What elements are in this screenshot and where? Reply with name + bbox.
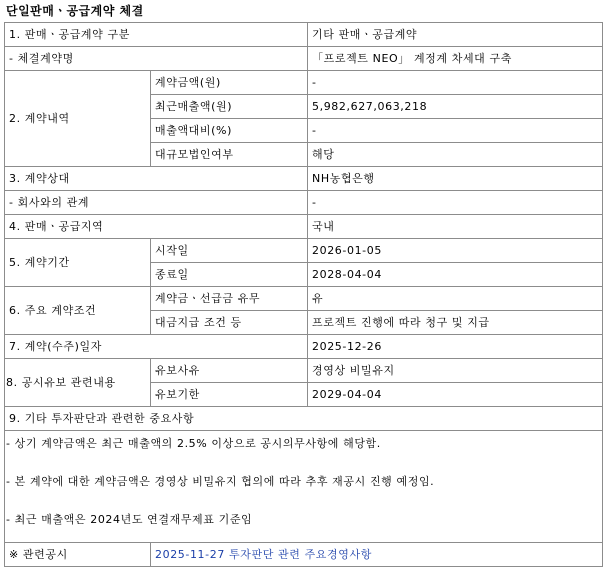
sub-label: 유보사유 (151, 359, 308, 383)
related-disclosure-label: ※ 관련공시 (5, 543, 151, 567)
row-label: 9. 기타 투자판단과 관련한 중요사항 (5, 407, 603, 431)
sub-label: 최근매출액(원) (151, 95, 308, 119)
row-value: 2028-04-04 (308, 263, 603, 287)
table-row (5, 47, 603, 71)
table-row (5, 431, 603, 543)
sub-label: 유보기한 (151, 383, 308, 407)
row-value: 기타 판매ㆍ공급계약 (308, 23, 603, 47)
sub-label: 대금지급 조건 등 (151, 311, 308, 335)
row-value: - (308, 191, 603, 215)
row-value: 5,982,627,063,218 (308, 95, 603, 119)
row-label: 8. 공시유보 관련내용 (5, 359, 151, 407)
row-label: 3. 계약상대 (5, 167, 308, 191)
important-notes: - 상기 계약금액은 최근 매출액의 2.5% 이상으로 공시의무사항에 해당함. - 본 계약에 대한 계약금액은 경영상 비밀유지 협의에 따라 추후 재공시 진행 예정임. - 최근 매출액은 2024년도 연결재무제표 기준임 (5, 431, 603, 543)
sub-label: 종료일 (151, 263, 308, 287)
sub-label: 계약금ㆍ선급금 유무 (151, 287, 308, 311)
row-value: 유 (308, 287, 603, 311)
row-value: 2029-04-04 (308, 383, 603, 407)
table-row (5, 543, 603, 567)
related-disclosure-link[interactable]: 2025-11-27 투자판단 관련 주요경영사항 (155, 547, 372, 561)
sub-label: 시작일 (151, 239, 308, 263)
row-value: 해당 (308, 143, 603, 167)
table-row (5, 407, 603, 431)
row-value: NH농협은행 (308, 167, 603, 191)
table-row (5, 23, 603, 47)
sub-label: 대규모법인여부 (151, 143, 308, 167)
row-value: 경영상 비밀유지 (308, 359, 603, 383)
table-row (5, 191, 603, 215)
row-label: 5. 계약기간 (5, 239, 151, 287)
row-label: - 회사와의 관계 (5, 191, 308, 215)
row-value: 국내 (308, 215, 603, 239)
table-row (5, 71, 603, 95)
table-row (5, 167, 603, 191)
row-value: 「프로젝트 NEO」 계정계 차세대 구축 (308, 47, 603, 71)
row-label: 7. 계약(수주)일자 (5, 335, 308, 359)
row-value: 프로젝트 진행에 따라 청구 및 지급 (308, 311, 603, 335)
table-row (5, 335, 603, 359)
table-row (5, 215, 603, 239)
row-label: 4. 판매ㆍ공급지역 (5, 215, 308, 239)
row-label: 6. 주요 계약조건 (5, 287, 151, 335)
related-disclosure-cell (151, 543, 603, 567)
row-value: - (308, 71, 603, 95)
table-row (5, 287, 603, 311)
row-label: 2. 계약내역 (5, 71, 151, 167)
row-value: 2026-01-05 (308, 239, 603, 263)
disclosure-title: 단일판매ㆍ공급계약 체결 (6, 4, 144, 18)
row-value: 2025-12-26 (308, 335, 603, 359)
row-label: - 체결계약명 (5, 47, 308, 71)
sub-label: 매출액대비(%) (151, 119, 308, 143)
table-row (5, 239, 603, 263)
sub-label: 계약금액(원) (151, 71, 308, 95)
row-value: - (308, 119, 603, 143)
row-label: 1. 판매ㆍ공급계약 구분 (5, 23, 308, 47)
table-row (5, 359, 603, 383)
disclosure-table (4, 22, 603, 567)
